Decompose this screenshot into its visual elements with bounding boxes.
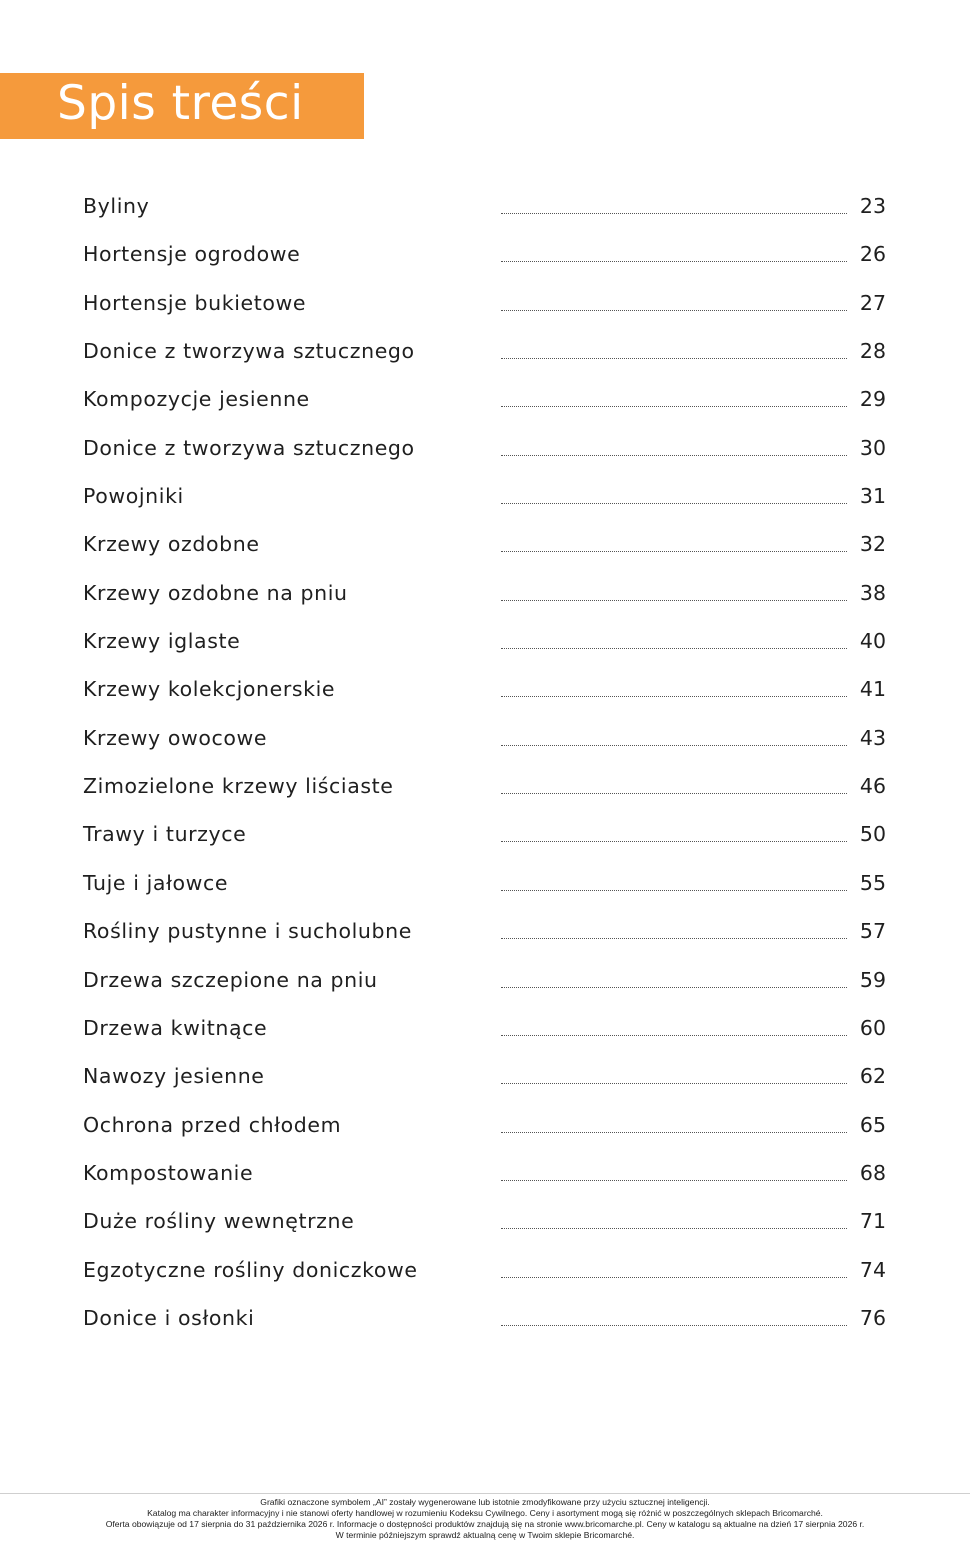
footer-disclaimer bbox=[0, 1497, 970, 1541]
toc-dot-leader bbox=[501, 987, 847, 988]
table-of-contents bbox=[83, 187, 886, 1347]
toc-entry-label: Zimozielone krzewy liściaste bbox=[83, 774, 394, 799]
toc-entry-label: Donice z tworzywa sztucznego bbox=[83, 339, 415, 364]
toc-entry[interactable] bbox=[83, 525, 886, 573]
toc-dot-leader bbox=[501, 213, 847, 214]
toc-dot-leader bbox=[501, 1325, 847, 1326]
toc-entry-page-number: 31 bbox=[859, 484, 886, 509]
toc-entry-page-number: 40 bbox=[859, 629, 886, 654]
toc-entry-label: Krzewy kolekcjonerskie bbox=[83, 677, 336, 702]
toc-entry[interactable] bbox=[83, 1202, 886, 1250]
toc-entry[interactable] bbox=[83, 284, 886, 332]
toc-dot-leader bbox=[501, 406, 847, 407]
toc-entry[interactable] bbox=[83, 1299, 886, 1347]
toc-entry-label: Hortensje ogrodowe bbox=[83, 242, 301, 267]
toc-entry[interactable] bbox=[83, 1154, 886, 1202]
toc-entry-page-number: 29 bbox=[859, 387, 886, 412]
toc-entry-label: Krzewy iglaste bbox=[83, 629, 241, 654]
toc-entry-page-number: 28 bbox=[859, 339, 886, 364]
toc-entry-page-number: 26 bbox=[859, 242, 886, 267]
toc-entry-label: Egzotyczne rośliny doniczkowe bbox=[83, 1257, 418, 1282]
toc-entry-label: Drzewa kwitnące bbox=[83, 1015, 268, 1040]
toc-entry[interactable] bbox=[83, 574, 886, 622]
toc-entry-page-number: 30 bbox=[859, 435, 886, 460]
toc-entry-page-number: 60 bbox=[859, 1015, 886, 1040]
toc-dot-leader bbox=[501, 648, 847, 649]
footer-line: Katalog ma charakter informacyjny i nie stanowi oferty handlowej w rozumieniu Kodeksu Cywilnego. Ceny i asortyment mogą się różnić w poszczególnych sklepach Bricomarché. bbox=[147, 1508, 823, 1518]
toc-entry-page-number: 32 bbox=[859, 532, 886, 557]
toc-entry[interactable] bbox=[83, 912, 886, 960]
toc-dot-leader bbox=[501, 1277, 847, 1278]
toc-dot-leader bbox=[501, 600, 847, 601]
toc-entry-page-number: 38 bbox=[859, 580, 886, 605]
page-title: Spis treści bbox=[57, 76, 304, 131]
toc-dot-leader bbox=[501, 745, 847, 746]
toc-entry-label: Krzewy ozdobne na pniu bbox=[83, 580, 348, 605]
title-banner bbox=[0, 73, 364, 139]
toc-entry-label: Nawozy jesienne bbox=[83, 1064, 265, 1089]
toc-entry[interactable] bbox=[83, 429, 886, 477]
toc-entry-label: Byliny bbox=[83, 194, 150, 218]
toc-dot-leader bbox=[501, 938, 847, 939]
footer-divider bbox=[0, 1493, 970, 1494]
toc-entry-label: Hortensje bukietowe bbox=[83, 290, 307, 315]
toc-entry[interactable] bbox=[83, 670, 886, 718]
toc-entry-label: Donice z tworzywa sztucznego bbox=[83, 435, 415, 460]
toc-dot-leader bbox=[501, 1132, 847, 1133]
toc-entry-label: Rośliny pustynne i sucholubne bbox=[83, 919, 412, 944]
toc-entry-label: Kompozycje jesienne bbox=[83, 387, 310, 412]
toc-dot-leader bbox=[501, 310, 847, 311]
toc-dot-leader bbox=[501, 841, 847, 842]
toc-entry-page-number: 41 bbox=[859, 677, 886, 702]
toc-entry-label: Ochrona przed chłodem bbox=[83, 1112, 342, 1137]
toc-entry[interactable] bbox=[83, 622, 886, 670]
toc-entry[interactable] bbox=[83, 1106, 886, 1154]
toc-dot-leader bbox=[501, 455, 847, 456]
toc-entry[interactable] bbox=[83, 187, 886, 235]
toc-entry-label: Duże rośliny wewnętrzne bbox=[83, 1209, 355, 1234]
toc-entry-page-number: 57 bbox=[859, 919, 886, 944]
toc-entry[interactable] bbox=[83, 477, 886, 525]
toc-entry[interactable] bbox=[83, 961, 886, 1009]
toc-dot-leader bbox=[501, 793, 847, 794]
toc-entry-label: Drzewa szczepione na pniu bbox=[83, 967, 378, 992]
toc-entry[interactable] bbox=[83, 719, 886, 767]
toc-entry-page-number: 74 bbox=[859, 1257, 886, 1282]
toc-entry[interactable] bbox=[83, 815, 886, 863]
footer-line: Oferta obowiązuje od 17 sierpnia do 31 października 2026 r. Informacje o dostępności produktów znajdują się na stronie www.bricomarche.pl. Ceny w katalogu są aktualne na dzień 17 sierpnia 2026 r. bbox=[105, 1519, 865, 1529]
toc-entry-page-number: 59 bbox=[859, 967, 886, 992]
toc-entry-label: Donice i osłonki bbox=[83, 1305, 255, 1330]
toc-entry-label: Kompostowanie bbox=[83, 1160, 254, 1185]
toc-dot-leader bbox=[501, 261, 847, 262]
toc-entry-label: Tuje i jałowce bbox=[83, 870, 229, 895]
toc-dot-leader bbox=[501, 1180, 847, 1181]
toc-entry[interactable] bbox=[83, 767, 886, 815]
toc-entry-page-number: 62 bbox=[859, 1064, 886, 1089]
toc-entry-page-number: 46 bbox=[859, 774, 886, 799]
toc-dot-leader bbox=[501, 1035, 847, 1036]
footer-line: Grafiki oznaczone symbolem „AI” zostały wygenerowane lub istotnie zmodyfikowane przy użyciu sztucznej inteligencji. bbox=[260, 1497, 710, 1507]
toc-dot-leader bbox=[501, 503, 847, 504]
toc-entry-page-number: 27 bbox=[859, 290, 886, 315]
toc-dot-leader bbox=[501, 890, 847, 891]
toc-entry-label: Krzewy ozdobne bbox=[83, 532, 260, 557]
toc-entry-page-number: 76 bbox=[859, 1305, 886, 1330]
toc-dot-leader bbox=[501, 696, 847, 697]
toc-entry-page-number: 55 bbox=[859, 870, 886, 895]
toc-entry[interactable] bbox=[83, 1057, 886, 1105]
toc-entry-page-number: 43 bbox=[859, 725, 886, 750]
toc-entry-label: Trawy i turzyce bbox=[83, 822, 247, 847]
toc-entry[interactable] bbox=[83, 1251, 886, 1299]
footer-line: W terminie późniejszym sprawdź aktualną cenę w Twoim sklepie Bricomarché. bbox=[335, 1530, 635, 1540]
toc-entry-page-number: 65 bbox=[859, 1112, 886, 1137]
toc-dot-leader bbox=[501, 551, 847, 552]
toc-entry-label: Powojniki bbox=[83, 484, 184, 509]
toc-dot-leader bbox=[501, 358, 847, 359]
toc-entry-page-number: 68 bbox=[859, 1160, 886, 1185]
toc-entry[interactable] bbox=[83, 864, 886, 912]
toc-entry-page-number: 71 bbox=[859, 1209, 886, 1234]
toc-dot-leader bbox=[501, 1083, 847, 1084]
toc-entry-page-number: 50 bbox=[859, 822, 886, 847]
toc-entry-page-number: 23 bbox=[859, 194, 886, 218]
toc-dot-leader bbox=[501, 1228, 847, 1229]
toc-entry[interactable] bbox=[83, 235, 886, 283]
toc-entry-label: Krzewy owocowe bbox=[83, 725, 268, 750]
toc-entry[interactable] bbox=[83, 332, 886, 380]
toc-entry[interactable] bbox=[83, 1009, 886, 1057]
toc-entry[interactable] bbox=[83, 380, 886, 428]
